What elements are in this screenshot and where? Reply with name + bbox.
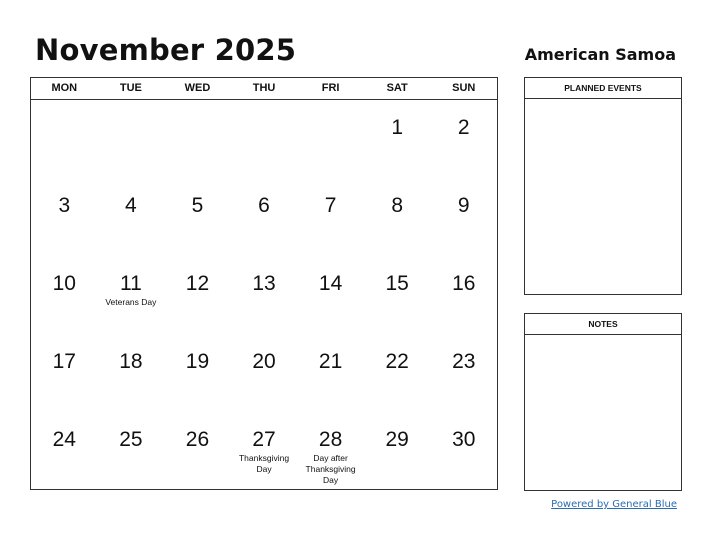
day-cell [430, 334, 497, 412]
day-cell [31, 256, 98, 334]
day-number: 19 [185, 350, 210, 373]
day-cell [364, 256, 431, 334]
day-number: 1 [391, 116, 404, 139]
day-number: 5 [191, 194, 204, 217]
week-row [31, 256, 497, 334]
week-row [31, 412, 497, 490]
day-number: 17 [52, 350, 76, 373]
day-cell [31, 100, 98, 178]
day-number: 2 [457, 116, 470, 139]
planned-events-box[interactable] [524, 77, 682, 295]
day-number: 4 [125, 194, 137, 217]
day-cell [364, 100, 431, 178]
day-cell [231, 256, 298, 334]
day-cell [430, 412, 497, 490]
day-cell [364, 334, 431, 412]
day-number: 6 [258, 194, 270, 217]
day-number: 9 [457, 194, 470, 217]
weekday-sun: SUN [452, 82, 476, 94]
weeks-container [31, 100, 497, 490]
day-number: 28 [318, 428, 343, 451]
day-cell [364, 178, 431, 256]
day-cell [31, 334, 98, 412]
notes-heading: NOTES [525, 314, 681, 335]
day-cell [364, 412, 431, 490]
day-cell [430, 178, 497, 256]
day-cell [164, 256, 231, 334]
day-number: 20 [252, 350, 276, 373]
day-number: 13 [252, 272, 276, 295]
region-label: American Samoa [524, 45, 676, 64]
planned-events-heading: PLANNED EVENTS [525, 78, 681, 99]
week-row [31, 178, 497, 256]
day-cell [297, 334, 364, 412]
weekday-thu: THU [252, 82, 276, 94]
day-cell [231, 412, 298, 490]
day-number: 25 [119, 428, 143, 451]
day-number: 18 [119, 350, 143, 373]
day-cell [164, 178, 231, 256]
day-cell [164, 412, 231, 490]
weekday-wed: WED [184, 82, 211, 94]
day-cell [98, 178, 165, 256]
day-cell [231, 178, 298, 256]
powered-by-link[interactable]: Powered by General Blue [551, 499, 677, 510]
day-cell [164, 100, 231, 178]
day-number: 8 [391, 194, 404, 217]
day-number: 16 [452, 272, 476, 295]
day-cell [98, 256, 165, 334]
day-number: 26 [185, 428, 210, 451]
day-cell [98, 334, 165, 412]
weekday-mon: MON [51, 82, 78, 94]
day-cell [297, 178, 364, 256]
day-number: 23 [452, 350, 476, 373]
day-cell [430, 100, 497, 178]
day-cell [164, 334, 231, 412]
day-cell [297, 100, 364, 178]
weekday-header [31, 78, 497, 100]
day-cell [231, 334, 298, 412]
day-number: 11 [119, 272, 142, 295]
week-row [31, 100, 497, 178]
day-number: 27 [252, 428, 276, 451]
day-number: 15 [385, 272, 409, 295]
day-number: 29 [385, 428, 409, 451]
holiday-label: Thanksgiving Day [238, 453, 290, 474]
day-number: 7 [324, 194, 337, 217]
day-number: 12 [185, 272, 210, 295]
day-number: 14 [318, 272, 343, 295]
weekday-sat: SAT [386, 82, 408, 94]
day-cell [430, 256, 497, 334]
day-number: 22 [385, 350, 409, 373]
holiday-label: Day after Thanksgiving Day [305, 453, 356, 485]
day-cell [31, 412, 98, 490]
day-cell [98, 100, 165, 178]
weekday-tue: TUE [119, 82, 142, 94]
day-cell [98, 412, 165, 490]
day-cell [297, 412, 364, 490]
day-number: 30 [452, 428, 476, 451]
day-cell [231, 100, 298, 178]
day-cell [297, 256, 364, 334]
weekday-fri: FRI [321, 82, 340, 94]
day-number: 24 [52, 428, 76, 451]
calendar-grid [30, 77, 498, 490]
day-number: 10 [52, 272, 76, 295]
holiday-label: Veterans Day [105, 297, 157, 307]
day-number: 21 [318, 350, 343, 373]
day-number: 3 [58, 194, 71, 217]
calendar-title: November 2025 [35, 33, 297, 67]
day-cell [31, 178, 98, 256]
notes-box[interactable] [524, 313, 682, 491]
week-row [31, 334, 497, 412]
